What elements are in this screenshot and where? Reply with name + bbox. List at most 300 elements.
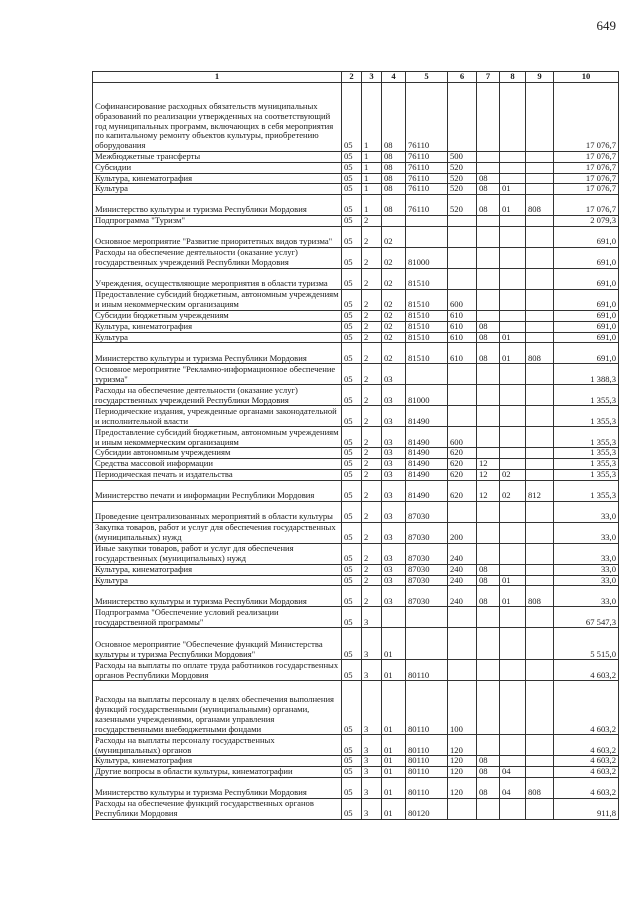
- row-name: Закупка товаров, работ и услуг для обеспечения государственных (муниципальных) нужд: [93, 522, 342, 543]
- subprogram-code: 2: [362, 459, 382, 470]
- expense-type-code: 600: [448, 289, 477, 310]
- ministry-code: [526, 427, 554, 448]
- column-header: 9: [526, 72, 554, 83]
- row-name: Культура, кинематография: [93, 173, 342, 184]
- ministry-code: [526, 162, 554, 173]
- subchapter-code: [500, 756, 526, 767]
- target-article-code: 76110: [406, 152, 448, 163]
- row-name: Основное мероприятие "Развитие приоритетных видов туризма": [93, 226, 342, 247]
- row-name: Министерство печати и информации Республики Мордовия: [93, 480, 342, 501]
- ministry-code: [526, 173, 554, 184]
- target-article-code: 81510: [406, 332, 448, 343]
- subchapter-code: [500, 543, 526, 564]
- target-article-code: 81490: [406, 448, 448, 459]
- target-article-code: 81000: [406, 247, 448, 268]
- chapter-code: 08: [477, 756, 500, 767]
- amount-value: 4 603,2: [554, 660, 619, 681]
- target-article-code: 80110: [406, 777, 448, 798]
- target-article-code: 80110: [406, 660, 448, 681]
- subchapter-code: [500, 735, 526, 756]
- ministry-code: [526, 216, 554, 227]
- budget-table: [92, 71, 619, 820]
- target-article-code: 81510: [406, 310, 448, 321]
- subchapter-code: [500, 448, 526, 459]
- amount-value: 5 515,0: [554, 628, 619, 660]
- section-code: 05: [342, 385, 362, 406]
- ministry-code: [526, 459, 554, 470]
- amount-value: 4 603,2: [554, 767, 619, 778]
- expense-type-code: 120: [448, 777, 477, 798]
- ministry-code: [526, 607, 554, 628]
- row-name: Предоставление субсидий бюджетным, автономным учреждениям и иным некоммерческим организациям: [93, 289, 342, 310]
- subchapter-code: [500, 268, 526, 289]
- amount-value: 691,0: [554, 247, 619, 268]
- subprogram-code: 2: [362, 522, 382, 543]
- table-row: [93, 607, 619, 628]
- subprogram-code: 2: [362, 586, 382, 607]
- chapter-code: [477, 448, 500, 459]
- chapter-code: [477, 310, 500, 321]
- chapter-code: 08: [477, 184, 500, 195]
- row-name: Другие вопросы в области культуры, кинематографии: [93, 767, 342, 778]
- expense-type-code: 520: [448, 162, 477, 173]
- activity-code: 03: [382, 522, 406, 543]
- ministry-code: [526, 543, 554, 564]
- subchapter-code: [500, 83, 526, 152]
- row-name: Периодические издания, учрежденные органами законодательной и исполнительной власти: [93, 406, 342, 427]
- row-name: Подпрограмма "Обеспечение условий реализации государственной программы": [93, 607, 342, 628]
- activity-code: 01: [382, 767, 406, 778]
- activity-code: 01: [382, 777, 406, 798]
- table-body: [93, 83, 619, 820]
- table-row: [93, 586, 619, 607]
- subchapter-code: [500, 247, 526, 268]
- column-header: 5: [406, 72, 448, 83]
- amount-value: 691,0: [554, 289, 619, 310]
- row-name: Субсидии бюджетным учреждениям: [93, 310, 342, 321]
- target-article-code: 87030: [406, 501, 448, 522]
- expense-type-code: [448, 501, 477, 522]
- table-row: [93, 216, 619, 227]
- expense-type-code: 120: [448, 756, 477, 767]
- chapter-code: [477, 522, 500, 543]
- ministry-code: 808: [526, 343, 554, 364]
- amount-value: 17 076,7: [554, 184, 619, 195]
- amount-value: 691,0: [554, 343, 619, 364]
- amount-value: 33,0: [554, 501, 619, 522]
- target-article-code: 87030: [406, 575, 448, 586]
- ministry-code: [526, 798, 554, 819]
- table-row: [93, 501, 619, 522]
- row-name: Культура, кинематография: [93, 756, 342, 767]
- activity-code: 08: [382, 195, 406, 216]
- section-code: 05: [342, 247, 362, 268]
- amount-value: 67 547,3: [554, 607, 619, 628]
- ministry-code: [526, 448, 554, 459]
- row-name: Министерство культуры и туризма Республики Мордовия: [93, 586, 342, 607]
- expense-type-code: [448, 607, 477, 628]
- amount-value: 4 603,2: [554, 681, 619, 735]
- activity-code: 03: [382, 459, 406, 470]
- expense-type-code: 620: [448, 448, 477, 459]
- row-name: Иные закупки товаров, работ и услуг для обеспечения государственных (муниципальных) нужд: [93, 543, 342, 564]
- target-article-code: 80110: [406, 735, 448, 756]
- table-row: [93, 247, 619, 268]
- ministry-code: [526, 735, 554, 756]
- amount-value: 1 355,3: [554, 469, 619, 480]
- section-code: 05: [342, 152, 362, 163]
- activity-code: [382, 607, 406, 628]
- subchapter-code: [500, 681, 526, 735]
- subchapter-code: 01: [500, 575, 526, 586]
- chapter-code: [477, 798, 500, 819]
- subchapter-code: [500, 289, 526, 310]
- section-code: 05: [342, 406, 362, 427]
- section-code: 05: [342, 310, 362, 321]
- ministry-code: [526, 756, 554, 767]
- subchapter-code: [500, 798, 526, 819]
- section-code: 05: [342, 195, 362, 216]
- section-code: 05: [342, 756, 362, 767]
- chapter-code: 12: [477, 459, 500, 470]
- section-code: 05: [342, 575, 362, 586]
- chapter-code: [477, 162, 500, 173]
- ministry-code: [526, 268, 554, 289]
- target-article-code: [406, 226, 448, 247]
- subchapter-code: [500, 607, 526, 628]
- ministry-code: [526, 628, 554, 660]
- expense-type-code: 600: [448, 427, 477, 448]
- section-code: 05: [342, 543, 362, 564]
- table-row: [93, 777, 619, 798]
- ministry-code: [526, 152, 554, 163]
- section-code: 05: [342, 332, 362, 343]
- chapter-code: [477, 543, 500, 564]
- subprogram-code: 1: [362, 195, 382, 216]
- expense-type-code: 240: [448, 543, 477, 564]
- table-row: [93, 448, 619, 459]
- subprogram-code: 3: [362, 756, 382, 767]
- subchapter-code: [500, 660, 526, 681]
- target-article-code: [406, 628, 448, 660]
- subchapter-code: 02: [500, 469, 526, 480]
- expense-type-code: 520: [448, 173, 477, 184]
- table-row: [93, 660, 619, 681]
- subchapter-code: [500, 173, 526, 184]
- target-article-code: 81490: [406, 480, 448, 501]
- chapter-code: 08: [477, 777, 500, 798]
- ministry-code: 808: [526, 195, 554, 216]
- row-name: Культура: [93, 332, 342, 343]
- amount-value: 33,0: [554, 522, 619, 543]
- amount-value: 17 076,7: [554, 195, 619, 216]
- row-name: Министерство культуры и туризма Республики Мордовия: [93, 195, 342, 216]
- amount-value: 4 603,2: [554, 777, 619, 798]
- target-article-code: 87030: [406, 522, 448, 543]
- ministry-code: [526, 681, 554, 735]
- expense-type-code: 620: [448, 459, 477, 470]
- expense-type-code: 610: [448, 343, 477, 364]
- expense-type-code: 500: [448, 152, 477, 163]
- amount-value: 33,0: [554, 543, 619, 564]
- row-name: Расходы на выплаты персоналу государственных (муниципальных) органов: [93, 735, 342, 756]
- target-article-code: 81490: [406, 459, 448, 470]
- activity-code: 01: [382, 798, 406, 819]
- row-name: Субсидии автономным учреждениям: [93, 448, 342, 459]
- subprogram-code: 3: [362, 607, 382, 628]
- chapter-code: 08: [477, 575, 500, 586]
- chapter-code: [477, 226, 500, 247]
- table-row: [93, 343, 619, 364]
- chapter-code: [477, 289, 500, 310]
- header-row: [93, 72, 619, 83]
- activity-code: 03: [382, 575, 406, 586]
- table-row: [93, 469, 619, 480]
- subchapter-code: [500, 406, 526, 427]
- amount-value: 691,0: [554, 332, 619, 343]
- ministry-code: [526, 184, 554, 195]
- chapter-code: [477, 385, 500, 406]
- subprogram-code: 1: [362, 152, 382, 163]
- column-header: 2: [342, 72, 362, 83]
- expense-type-code: 100: [448, 681, 477, 735]
- expense-type-code: 620: [448, 480, 477, 501]
- expense-type-code: [448, 216, 477, 227]
- ministry-code: [526, 385, 554, 406]
- subchapter-code: 01: [500, 343, 526, 364]
- section-code: 05: [342, 184, 362, 195]
- chapter-code: 08: [477, 343, 500, 364]
- amount-value: 1 355,3: [554, 459, 619, 470]
- chapter-code: 08: [477, 586, 500, 607]
- subprogram-code: 3: [362, 735, 382, 756]
- subprogram-code: 1: [362, 83, 382, 152]
- subprogram-code: 3: [362, 777, 382, 798]
- expense-type-code: 240: [448, 575, 477, 586]
- table-row: [93, 735, 619, 756]
- section-code: 05: [342, 83, 362, 152]
- page-number: 649: [596, 18, 616, 33]
- table-row: [93, 543, 619, 564]
- subprogram-code: 2: [362, 332, 382, 343]
- row-name: Софинансирование расходных обязательств муниципальных образований по реализации утвержденных на соответствующий год муниципальных программ, включающих в себя мероприятия по капитальному ремонту объектов культуры, приобретению оборудования: [93, 83, 342, 152]
- activity-code: 01: [382, 660, 406, 681]
- chapter-code: [477, 660, 500, 681]
- amount-value: 1 355,3: [554, 448, 619, 459]
- table-row: [93, 406, 619, 427]
- chapter-code: 08: [477, 195, 500, 216]
- activity-code: 03: [382, 564, 406, 575]
- subprogram-code: 2: [362, 543, 382, 564]
- chapter-code: [477, 607, 500, 628]
- activity-code: 02: [382, 268, 406, 289]
- table-row: [93, 681, 619, 735]
- section-code: 05: [342, 480, 362, 501]
- subprogram-code: 3: [362, 798, 382, 819]
- chapter-code: 08: [477, 173, 500, 184]
- section-code: 05: [342, 628, 362, 660]
- expense-type-code: 240: [448, 564, 477, 575]
- section-code: 05: [342, 522, 362, 543]
- table-row: [93, 564, 619, 575]
- section-code: 05: [342, 364, 362, 385]
- subprogram-code: 2: [362, 226, 382, 247]
- chapter-code: 12: [477, 480, 500, 501]
- chapter-code: [477, 152, 500, 163]
- subchapter-code: [500, 216, 526, 227]
- target-article-code: 81490: [406, 469, 448, 480]
- chapter-code: [477, 247, 500, 268]
- row-name: Расходы на обеспечение функций государственных органов Республики Мордовия: [93, 798, 342, 819]
- target-article-code: 76110: [406, 83, 448, 152]
- amount-value: 691,0: [554, 268, 619, 289]
- section-code: 05: [342, 564, 362, 575]
- section-code: 05: [342, 321, 362, 332]
- row-name: Учреждения, осуществляющие мероприятия в области туризма: [93, 268, 342, 289]
- ministry-code: [526, 83, 554, 152]
- subchapter-code: 04: [500, 777, 526, 798]
- chapter-code: 08: [477, 564, 500, 575]
- ministry-code: [526, 575, 554, 586]
- subprogram-code: 2: [362, 321, 382, 332]
- subprogram-code: 2: [362, 469, 382, 480]
- amount-value: 1 355,3: [554, 427, 619, 448]
- subprogram-code: 2: [362, 480, 382, 501]
- section-code: 05: [342, 226, 362, 247]
- row-name: Основное мероприятие "Обеспечение функций Министерства культуры и туризма Республики Мордовия": [93, 628, 342, 660]
- ministry-code: [526, 289, 554, 310]
- target-article-code: 87030: [406, 543, 448, 564]
- section-code: 05: [342, 798, 362, 819]
- subprogram-code: 2: [362, 289, 382, 310]
- activity-code: 02: [382, 332, 406, 343]
- target-article-code: 76110: [406, 173, 448, 184]
- section-code: 05: [342, 268, 362, 289]
- expense-type-code: 120: [448, 767, 477, 778]
- ministry-code: [526, 522, 554, 543]
- activity-code: 08: [382, 184, 406, 195]
- subprogram-code: 3: [362, 628, 382, 660]
- column-header: 8: [500, 72, 526, 83]
- column-header: 3: [362, 72, 382, 83]
- target-article-code: 80110: [406, 681, 448, 735]
- table-row: [93, 767, 619, 778]
- expense-type-code: 610: [448, 310, 477, 321]
- activity-code: 03: [382, 427, 406, 448]
- activity-code: 02: [382, 343, 406, 364]
- activity-code: 03: [382, 586, 406, 607]
- ministry-code: [526, 310, 554, 321]
- target-article-code: 87030: [406, 586, 448, 607]
- subprogram-code: 1: [362, 173, 382, 184]
- amount-value: 33,0: [554, 564, 619, 575]
- subprogram-code: 1: [362, 184, 382, 195]
- row-name: Подпрограмма "Туризм": [93, 216, 342, 227]
- table-row: [93, 385, 619, 406]
- chapter-code: [477, 268, 500, 289]
- section-code: 05: [342, 660, 362, 681]
- column-header: 4: [382, 72, 406, 83]
- section-code: 05: [342, 459, 362, 470]
- row-name: Культура: [93, 575, 342, 586]
- target-article-code: 80110: [406, 756, 448, 767]
- section-code: 05: [342, 586, 362, 607]
- table-row: [93, 289, 619, 310]
- row-name: Министерство культуры и туризма Республики Мордовия: [93, 777, 342, 798]
- table-row: [93, 628, 619, 660]
- activity-code: 01: [382, 628, 406, 660]
- row-name: Расходы на выплаты персоналу в целях обеспечения выполнения функций государственными (муниципальными) органами, казенными учреждениями, органами управления государственными внебюджетными фондами: [93, 681, 342, 735]
- column-header: 7: [477, 72, 500, 83]
- subprogram-code: 2: [362, 564, 382, 575]
- ministry-code: [526, 364, 554, 385]
- row-name: Субсидии: [93, 162, 342, 173]
- subchapter-code: [500, 564, 526, 575]
- subchapter-code: 01: [500, 332, 526, 343]
- table-row: [93, 184, 619, 195]
- subchapter-code: [500, 522, 526, 543]
- activity-code: 01: [382, 681, 406, 735]
- expense-type-code: 200: [448, 522, 477, 543]
- activity-code: 02: [382, 310, 406, 321]
- ministry-code: 812: [526, 480, 554, 501]
- target-article-code: 87030: [406, 564, 448, 575]
- expense-type-code: [448, 268, 477, 289]
- amount-value: 1 355,3: [554, 385, 619, 406]
- amount-value: 691,0: [554, 226, 619, 247]
- subprogram-code: 2: [362, 310, 382, 321]
- column-header: 6: [448, 72, 477, 83]
- amount-value: 17 076,7: [554, 83, 619, 152]
- chapter-code: [477, 501, 500, 522]
- target-article-code: 81510: [406, 289, 448, 310]
- table-row: [93, 575, 619, 586]
- column-header: 1: [93, 72, 342, 83]
- expense-type-code: [448, 226, 477, 247]
- table-row: [93, 798, 619, 819]
- target-article-code: 80110: [406, 767, 448, 778]
- ministry-code: [526, 332, 554, 343]
- table-row: [93, 480, 619, 501]
- subprogram-code: 2: [362, 343, 382, 364]
- target-article-code: [406, 607, 448, 628]
- ministry-code: [526, 247, 554, 268]
- expense-type-code: 120: [448, 735, 477, 756]
- subchapter-code: [500, 459, 526, 470]
- chapter-code: 08: [477, 332, 500, 343]
- expense-type-code: 620: [448, 469, 477, 480]
- amount-value: 1 355,3: [554, 406, 619, 427]
- subprogram-code: 2: [362, 216, 382, 227]
- section-code: 05: [342, 469, 362, 480]
- section-code: 05: [342, 448, 362, 459]
- ministry-code: [526, 321, 554, 332]
- target-article-code: [406, 216, 448, 227]
- target-article-code: 76110: [406, 162, 448, 173]
- activity-code: [382, 216, 406, 227]
- table-row: [93, 310, 619, 321]
- target-article-code: 81510: [406, 268, 448, 289]
- row-name: Министерство культуры и туризма Республики Мордовия: [93, 343, 342, 364]
- subprogram-code: 2: [362, 364, 382, 385]
- chapter-code: 08: [477, 321, 500, 332]
- section-code: 05: [342, 427, 362, 448]
- activity-code: 03: [382, 448, 406, 459]
- activity-code: 03: [382, 406, 406, 427]
- section-code: 05: [342, 501, 362, 522]
- section-code: 05: [342, 607, 362, 628]
- section-code: 05: [342, 173, 362, 184]
